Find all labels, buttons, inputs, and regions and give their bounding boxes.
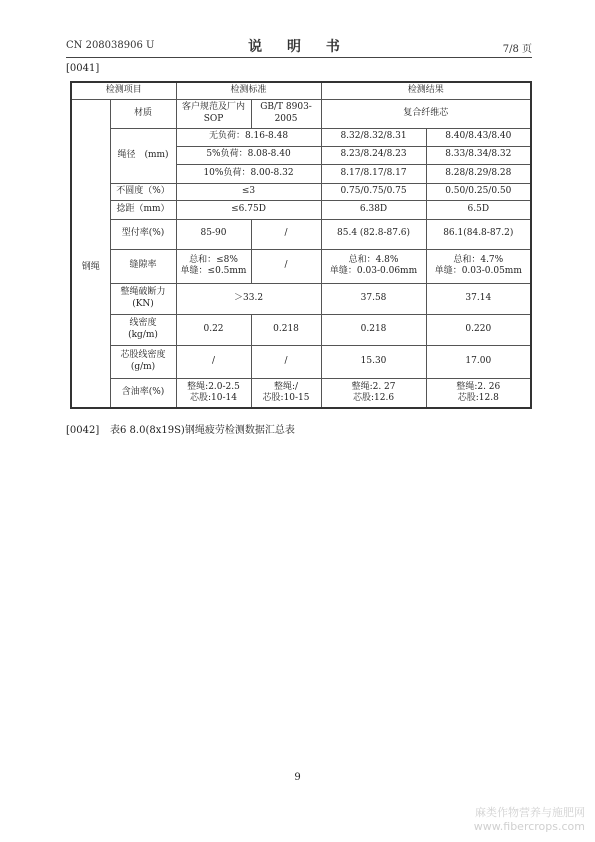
- row-label-roundness: 不圆度（%）: [110, 183, 176, 200]
- table-cell: 复合纤维芯: [321, 99, 531, 128]
- table-header-row: [71, 82, 531, 99]
- paragraph-number-0041: [0041]: [66, 63, 100, 74]
- header-cell-standard: 检测标准: [176, 82, 321, 99]
- table-cell: 37.58: [321, 283, 426, 314]
- table-cell: 0.218: [251, 314, 321, 345]
- site-watermark: [474, 806, 585, 835]
- cell-line: 整绳:2.0-2.5: [187, 381, 240, 392]
- table-cell: 无负荷：8.16-8.48: [176, 128, 321, 146]
- table-cell: /: [176, 345, 251, 378]
- table-cell: [321, 378, 426, 408]
- table-cell: GB/T 8903-2005: [251, 99, 321, 128]
- table-cell: 6.5D: [426, 200, 531, 219]
- cell-line: 芯股线密度: [120, 350, 166, 361]
- table-cell: /: [251, 219, 321, 249]
- cell-line: (g/m): [130, 361, 156, 372]
- table-cell: 6.38D: [321, 200, 426, 219]
- cell-line: (kg/m): [128, 329, 158, 340]
- caption-text: 表6 8.0(8x19S)钢绳疲劳检测数据汇总表: [110, 425, 295, 436]
- table-row-roundness: [71, 183, 531, 200]
- page-indicator: 7/8 页: [502, 44, 532, 55]
- table-row-diameter-1: [71, 128, 531, 146]
- cell-line: 总和：4.8%: [348, 254, 399, 265]
- cell-line: 单缝：0.03-0.05mm: [434, 266, 522, 276]
- table-caption: [66, 421, 295, 436]
- cell-line: 单缝：0.03-0.06mm: [329, 266, 418, 276]
- page-number: 9: [294, 772, 301, 783]
- cell-line: 整绳:/: [273, 381, 299, 392]
- header-cell-result: 检测结果: [321, 82, 531, 99]
- group-label-wire-rope: 钢绳: [71, 128, 110, 408]
- row-label-diameter: 绳径 (mm): [110, 128, 176, 183]
- table-cell: 客户规范及厂内 SOP: [176, 99, 251, 128]
- table-cell: [321, 249, 426, 283]
- row-label-linear-density: [110, 314, 176, 345]
- table-row-breaking-force: [71, 283, 531, 314]
- table-cell: 17.00: [426, 345, 531, 378]
- cell-line: (KN): [132, 298, 154, 309]
- table-row-gap-rate: [71, 249, 531, 283]
- table-cell: [426, 249, 531, 283]
- table-cell: 0.50/0.25/0.50: [426, 183, 531, 200]
- table-cell: [251, 378, 321, 408]
- table-cell: 8.17/8.17/8.17: [321, 164, 426, 183]
- cell-line: 单缝：≤0.5mm: [180, 266, 247, 276]
- table-cell: 0.75/0.75/0.75: [321, 183, 426, 200]
- table-cell: 8.28/8.29/8.28: [426, 164, 531, 183]
- table-cell: [176, 378, 251, 408]
- table-cell: 86.1(84.8-87.2): [426, 219, 531, 249]
- cell-line: 芯股:12.6: [352, 392, 395, 403]
- table-row-lay-length: [71, 200, 531, 219]
- row-label-oil-content: 含油率(%): [110, 378, 176, 408]
- table-cell: 37.14: [426, 283, 531, 314]
- table-cell: 85.4 (82.8-87.6): [321, 219, 426, 249]
- row-label-material: 材质: [110, 99, 176, 128]
- table-cell: /: [251, 345, 321, 378]
- header-rule: [66, 57, 532, 58]
- table-cell: 0.22: [176, 314, 251, 345]
- table-cell: ＞33.2: [176, 283, 321, 314]
- table-row-oil-content: [71, 378, 531, 408]
- table-cell: ≤6.75D: [176, 200, 321, 219]
- paragraph-number-0042: [0042]: [66, 425, 100, 436]
- cell-line: 线密度: [129, 318, 157, 329]
- cell-line: 整绳破断力: [120, 287, 166, 298]
- table-row-fit-rate: [71, 219, 531, 249]
- cell-line: 芯股:12.8: [457, 392, 499, 403]
- table-cell: ≤3: [176, 183, 321, 200]
- table-cell-blank: [71, 99, 110, 128]
- document-title: 说 明 书: [248, 39, 350, 55]
- cell-line: 芯股:10-15: [262, 392, 310, 403]
- table-cell: 10%负荷：8.00-8.32: [176, 164, 321, 183]
- header-cell-item: 检测项目: [71, 82, 176, 99]
- row-label-breaking-force: [110, 283, 176, 314]
- table-cell: 0.218: [321, 314, 426, 345]
- table-cell: 85-90: [176, 219, 251, 249]
- row-label-gap-rate: 缝隙率: [110, 249, 176, 283]
- table-cell: 15.30: [321, 345, 426, 378]
- table-cell: 8.32/8.32/8.31: [321, 128, 426, 146]
- table-row-core-density: [71, 345, 531, 378]
- cell-line: 芯股:10-14: [190, 392, 237, 403]
- cell-line: 总和：≤8%: [189, 254, 238, 265]
- patent-number: CN 208038906 U: [66, 40, 155, 51]
- table-cell: [426, 378, 531, 408]
- table-row-linear-density: [71, 314, 531, 345]
- cell-line: 总和：4.7%: [453, 254, 504, 265]
- cell-line: 整绳:2. 26: [456, 381, 501, 392]
- page-header: [66, 36, 532, 54]
- table-cell: 0.220: [426, 314, 531, 345]
- cell-line: 整绳:2. 27: [351, 381, 396, 392]
- row-label-fit-rate: 型付率(%): [110, 219, 176, 249]
- table-cell: 8.40/8.43/8.40: [426, 128, 531, 146]
- table-cell: /: [251, 249, 321, 283]
- table-cell: 8.23/8.24/8.23: [321, 146, 426, 164]
- row-label-core-density: [110, 345, 176, 378]
- table-cell: [176, 249, 251, 283]
- table-cell: 8.33/8.34/8.32: [426, 146, 531, 164]
- watermark-line: www.fibercrops.com: [473, 820, 585, 834]
- table-row-material: [71, 99, 531, 128]
- watermark-line: 麻类作物营养与施肥网: [475, 806, 585, 819]
- table-cell: 5%负荷：8.08-8.40: [176, 146, 321, 164]
- inspection-data-table: [70, 81, 532, 409]
- row-label-lay-length: 捻距（mm）: [110, 200, 176, 219]
